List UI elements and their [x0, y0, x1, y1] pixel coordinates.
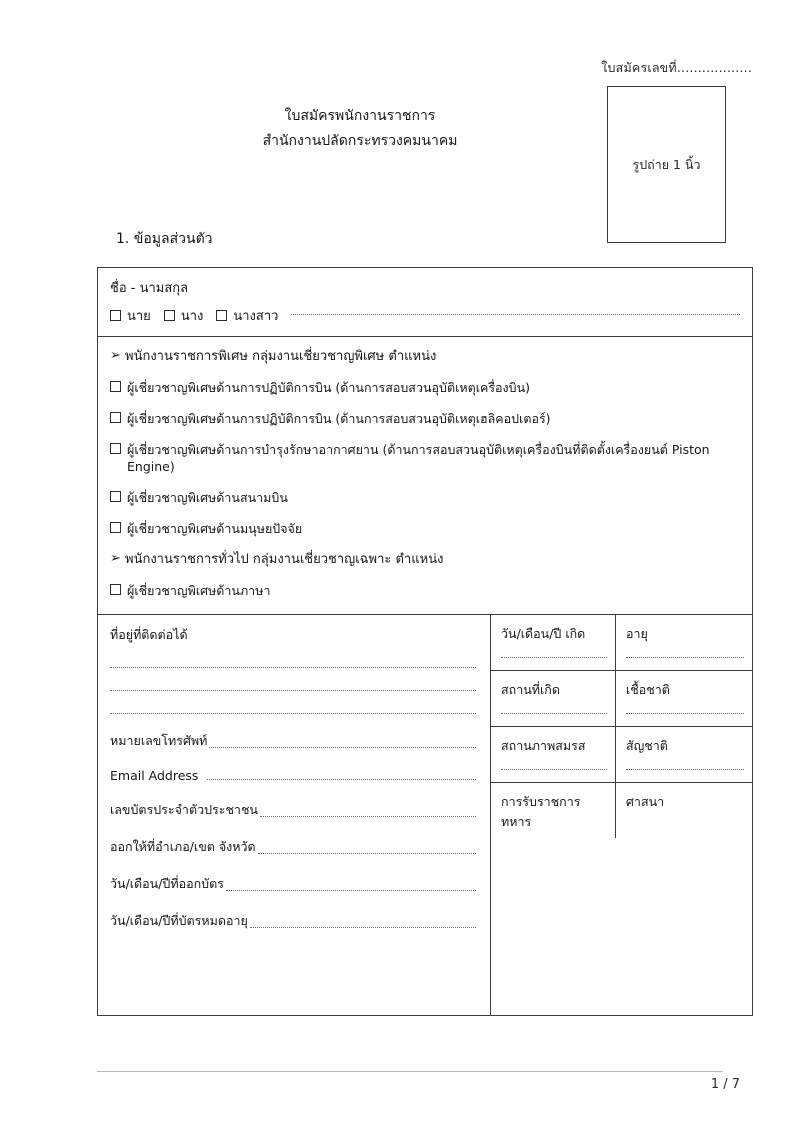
- position-group-label: พนักงานราชการทั่วไป กลุ่มงานเชี่ยวชาญเฉพาะ ตำแหน่ง: [125, 552, 444, 567]
- phone-input-line[interactable]: [209, 747, 476, 748]
- marital-status-label: สถานภาพสมรส: [501, 738, 586, 753]
- issued-district-label: ออกให้ที่อำเภอ/เขต จังหวัด: [110, 839, 256, 854]
- address-input-line-3[interactable]: [110, 713, 476, 714]
- grid-row-marital-nationality: [491, 726, 752, 782]
- address-label: ที่อยู่ที่ติดต่อได้: [110, 627, 188, 642]
- checkbox-icon[interactable]: [110, 412, 121, 423]
- national-id-input-line[interactable]: [260, 816, 476, 817]
- footer-divider: [97, 1071, 723, 1072]
- arrow-bullet-icon: ➢: [110, 551, 121, 566]
- grid-row-birthplace-ethnicity: [491, 670, 752, 726]
- marital-status-input-line[interactable]: [501, 769, 607, 770]
- title-prefix-options: [110, 305, 740, 326]
- ethnicity-cell[interactable]: [616, 671, 752, 726]
- birthplace-cell[interactable]: [491, 671, 616, 726]
- position-option-flight-ops-helicopter[interactable]: [110, 410, 740, 427]
- position-group-label: พนักงานราชการพิเศษ กลุ่มงานเชี่ยวชาญพิเศษ ตำแหน่ง: [125, 349, 437, 364]
- arrow-bullet-icon: ➢: [110, 348, 121, 363]
- document-title: [180, 104, 540, 154]
- phone-label: หมายเลขโทรศัพท์: [110, 733, 208, 748]
- nationality-cell[interactable]: [616, 727, 752, 782]
- checkbox-icon[interactable]: [110, 491, 121, 502]
- phone-field: [110, 731, 476, 751]
- ethnicity-label: เชื้อชาติ: [626, 682, 670, 697]
- issue-date-label: วัน/เดือน/ปีที่ออกบัตร: [110, 876, 224, 891]
- position-option-label: ผู้เชี่ยวชาญพิเศษด้านการปฏิบัติการบิน (ด้านการสอบสวนอุบัติเหตุเฮลิคอปเตอร์): [127, 411, 551, 426]
- name-block: [98, 268, 752, 336]
- title-option-mrs[interactable]: [164, 305, 204, 326]
- position-option-label: ผู้เชี่ยวชาญพิเศษด้านภาษา: [127, 583, 271, 598]
- blank-space: [110, 931, 476, 1005]
- issued-district-field: [110, 837, 476, 857]
- grid-row-birthdate-age: [491, 615, 752, 670]
- position-option-label: ผู้เชี่ยวชาญพิเศษด้านสนามบิน: [127, 490, 288, 505]
- title-option-label: นาง: [180, 309, 204, 324]
- photo-placeholder-label: รูปถ่าย 1 นิ้ว: [632, 156, 701, 172]
- checkbox-icon[interactable]: [110, 443, 121, 454]
- position-option-label: ผู้เชี่ยวชาญพิเศษด้านมนุษยปัจจัย: [127, 521, 303, 536]
- issued-district-input-line[interactable]: [258, 853, 476, 854]
- issue-date-field: [110, 874, 476, 894]
- page-number: 1 / 7: [710, 1077, 740, 1092]
- position-option-human-factors[interactable]: [110, 520, 740, 537]
- expiry-date-input-line[interactable]: [250, 927, 476, 928]
- position-option-label: ผู้เชี่ยวชาญพิเศษด้านการปฏิบัติการบิน (ด้านการสอบสวนอุบัติเหตุเครื่องบิน): [127, 380, 531, 395]
- age-input-line[interactable]: [626, 657, 744, 658]
- title-option-label: นาย: [127, 309, 151, 324]
- position-option-language[interactable]: [110, 582, 740, 599]
- position-group-heading-general: [110, 551, 740, 568]
- checkbox-icon[interactable]: [216, 310, 227, 321]
- age-cell[interactable]: [616, 615, 752, 670]
- position-group-heading-special: [110, 348, 740, 365]
- birthdate-input-line[interactable]: [501, 657, 607, 658]
- title-option-label: นางสาว: [233, 309, 279, 324]
- position-option-aerodrome[interactable]: [110, 489, 740, 506]
- position-option-label: ผู้เชี่ยวชาญพิเศษด้านการบำรุงรักษาอากาศยาน (ด้านการสอบสวนอุบัติเหตุเครื่องบินที่ติดตั้งเครื่องยนต์ Piston Engine): [127, 442, 710, 474]
- application-number-label: ใบสมัครเลขที่..................: [601, 60, 752, 75]
- ethnicity-input-line[interactable]: [626, 713, 744, 714]
- title-option-mr[interactable]: [110, 305, 151, 326]
- section-1-heading: 1. ข้อมูลส่วนตัว: [116, 231, 213, 247]
- title-option-miss[interactable]: [216, 305, 278, 326]
- position-option-aircraft-maintenance-piston[interactable]: [110, 441, 740, 475]
- military-service-cell[interactable]: [491, 783, 616, 838]
- military-service-label: การรับราชการทหาร: [501, 794, 581, 829]
- email-input-line[interactable]: [207, 779, 476, 780]
- expiry-date-label: วัน/เดือน/ปีที่บัตรหมดอายุ: [110, 913, 248, 928]
- photo-placeholder-box[interactable]: [607, 86, 726, 243]
- grid-row-military-religion: [491, 782, 752, 838]
- nationality-input-line[interactable]: [626, 769, 744, 770]
- contact-and-personal-grid: [98, 614, 752, 1015]
- position-selection-block: [98, 336, 752, 614]
- checkbox-icon[interactable]: [110, 381, 121, 392]
- checkbox-icon[interactable]: [110, 584, 121, 595]
- issue-date-input-line[interactable]: [226, 890, 476, 891]
- birthdate-cell[interactable]: [491, 615, 616, 670]
- nationality-label: สัญชาติ: [626, 738, 668, 753]
- position-option-flight-ops-airplane[interactable]: [110, 379, 740, 396]
- birthdate-label: วัน/เดือน/ปี เกิด: [501, 626, 586, 641]
- national-id-field: [110, 800, 476, 820]
- national-id-label: เลขบัตรประจำตัวประชาชน: [110, 802, 258, 817]
- address-input-line-1[interactable]: [110, 667, 476, 668]
- expiry-date-field: [110, 911, 476, 931]
- checkbox-icon[interactable]: [110, 310, 121, 321]
- age-label: อายุ: [626, 626, 648, 641]
- name-field-label: ชื่อ - นามสกุล: [110, 281, 189, 296]
- checkbox-icon[interactable]: [110, 522, 121, 533]
- marital-status-cell[interactable]: [491, 727, 616, 782]
- religion-cell[interactable]: [616, 783, 752, 838]
- religion-label: ศาสนา: [626, 794, 665, 809]
- personal-attributes-cells: [491, 615, 752, 1015]
- contact-details-cell: [98, 615, 491, 1015]
- document-title-line2: สำนักงานปลัดกระทรวงคมนาคม: [262, 133, 458, 149]
- document-title-line1: ใบสมัครพนักงานราชการ: [284, 108, 436, 124]
- birthplace-label: สถานที่เกิด: [501, 682, 560, 697]
- address-input-line-2[interactable]: [110, 690, 476, 691]
- email-label: Email Address: [110, 768, 199, 783]
- birthplace-input-line[interactable]: [501, 713, 607, 714]
- checkbox-icon[interactable]: [164, 310, 175, 321]
- full-name-input-line[interactable]: [291, 314, 740, 315]
- email-field: [110, 768, 476, 783]
- personal-info-form-box: [97, 267, 753, 1016]
